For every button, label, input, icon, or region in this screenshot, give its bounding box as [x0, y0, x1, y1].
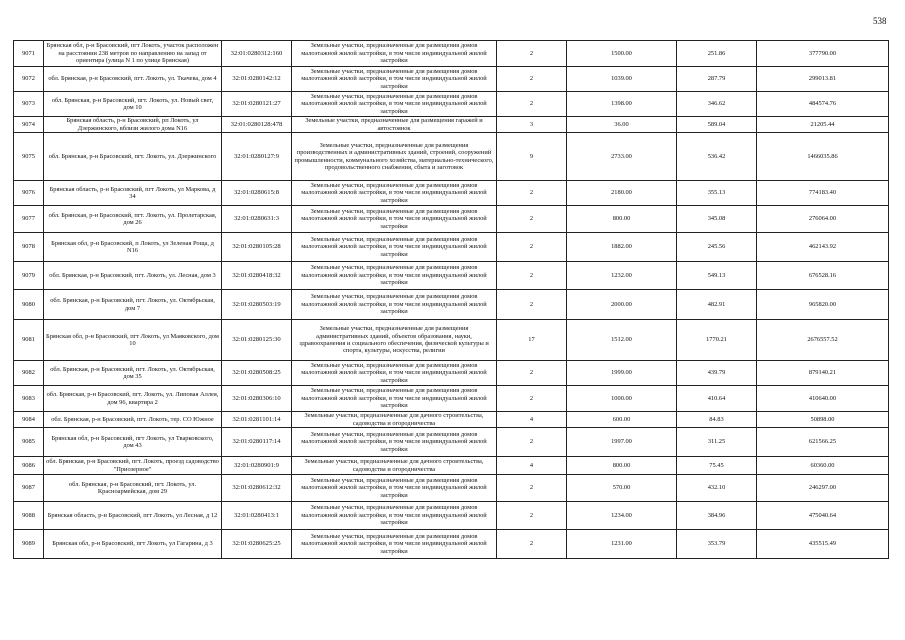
specific-value: 75.45 — [677, 457, 757, 475]
record-number: 9082 — [14, 361, 44, 386]
land-purpose: Земельные участки, предназначенные для размещения домов малоэтажной жилой застройки, в том числе индивидуальной жилой застройки — [292, 262, 497, 290]
specific-value: 245.56 — [677, 233, 757, 262]
area-value: 800.00 — [567, 206, 677, 233]
group-number: 2 — [497, 502, 567, 530]
table-row — [14, 133, 889, 181]
specific-value: 251.86 — [677, 41, 757, 67]
cadastral-value: 676528.16 — [757, 262, 889, 290]
table-row — [14, 502, 889, 530]
specific-value: 355.13 — [677, 181, 757, 206]
area-value: 1512.00 — [567, 320, 677, 361]
area-value: 800.00 — [567, 457, 677, 475]
record-number: 9088 — [14, 502, 44, 530]
specific-value: 353.79 — [677, 530, 757, 559]
record-number: 9073 — [14, 92, 44, 117]
address-cell: Брянская обл, р-н Брасовский, пгт Локоть, ул Тварковского, дом 43 — [44, 428, 222, 457]
land-registry-table — [13, 40, 889, 559]
record-number: 9077 — [14, 206, 44, 233]
cadastral-number: 32:01:0280625:25 — [222, 530, 292, 559]
address-cell: обл. Брянская, р-н Брасовский, пгт. Локоть, ул. Октябрьская, дом 35 — [44, 361, 222, 386]
group-number: 2 — [497, 92, 567, 117]
group-number: 2 — [497, 428, 567, 457]
record-number: 9074 — [14, 117, 44, 133]
land-purpose: Земельные участки, предназначенные для размещения домов малоэтажной жилой застройки, в том числе индивидуальной жилой застройки — [292, 530, 497, 559]
area-value: 1882.00 — [567, 233, 677, 262]
land-purpose: Земельные участки, предназначенные для размещения домов малоэтажной жилой застройки, в том числе индивидуальной жилой застройки — [292, 41, 497, 67]
address-cell: Брянская обл, р-н Брасовский, пгт Локоть, ул Гагарина, д 3 — [44, 530, 222, 559]
cadastral-number: 32:01:0280128:478 — [222, 117, 292, 133]
cadastral-number: 32:01:0280312:160 — [222, 41, 292, 67]
record-number: 9084 — [14, 412, 44, 428]
group-number: 2 — [497, 290, 567, 320]
cadastral-number: 32:01:0280125:30 — [222, 320, 292, 361]
address-cell: обл. Брянская, р-н Брасовский, пгт. Локоть, ул. Красноармейская, дом 29 — [44, 475, 222, 502]
cadastral-value: 621566.25 — [757, 428, 889, 457]
cadastral-number: 32:01:0280503:19 — [222, 290, 292, 320]
table-row — [14, 262, 889, 290]
specific-value: 439.79 — [677, 361, 757, 386]
specific-value: 1770.21 — [677, 320, 757, 361]
cadastral-value: 299013.81 — [757, 67, 889, 92]
record-number: 9089 — [14, 530, 44, 559]
cadastral-value: 1466035.86 — [757, 133, 889, 181]
area-value: 600.00 — [567, 412, 677, 428]
specific-value: 346.62 — [677, 92, 757, 117]
specific-value: 549.13 — [677, 262, 757, 290]
land-purpose: Земельные участки, предназначенные для размещения домов малоэтажной жилой застройки, в том числе индивидуальной жилой застройки — [292, 361, 497, 386]
table-row — [14, 412, 889, 428]
record-number: 9072 — [14, 67, 44, 92]
record-number: 9080 — [14, 290, 44, 320]
group-number: 2 — [497, 262, 567, 290]
land-purpose: Земельные участки, предназначенные для размещения производственных и административных зданий, строений, сооружений промышленности, коммунального хозяйства, материально-технического, продовольственного снабжения, сбыта и заготовок — [292, 133, 497, 181]
specific-value: 482.91 — [677, 290, 757, 320]
land-purpose: Земельные участки, предназначенные для размещения домов малоэтажной жилой застройки, в том числе индивидуальной жилой застройки — [292, 67, 497, 92]
specific-value: 84.83 — [677, 412, 757, 428]
cadastral-number: 32:01:0280306:10 — [222, 386, 292, 412]
land-purpose: Земельные участки, предназначенные для размещения гаражей и автостоянок — [292, 117, 497, 133]
group-number: 2 — [497, 361, 567, 386]
group-number: 2 — [497, 233, 567, 262]
cadastral-number: 32:01:0280105:28 — [222, 233, 292, 262]
address-cell: обл. Брянская, р-н Брасовский, пгт. Локоть, ул. Новый свет, дом 10 — [44, 92, 222, 117]
cadastral-value: 410640.00 — [757, 386, 889, 412]
land-purpose: Земельные участки, предназначенные для дачного строительства, садоводства и огородничества — [292, 457, 497, 475]
table-row — [14, 457, 889, 475]
cadastral-value: 462143.92 — [757, 233, 889, 262]
area-value: 1999.00 — [567, 361, 677, 386]
address-cell: Брянская область, р-н Брасовский, пгт Локоть, ул Маркова, д 34 — [44, 181, 222, 206]
address-cell: обл. Брянская, р-н Брасовский, пгт. Локоть, ул. Пролетарская, дом 26 — [44, 206, 222, 233]
record-number: 9078 — [14, 233, 44, 262]
area-value: 36.00 — [567, 117, 677, 133]
land-purpose: Земельные участки, предназначенные для размещения домов малоэтажной жилой застройки, в том числе индивидуальной жилой застройки — [292, 206, 497, 233]
cadastral-number: 32:01:0280901:9 — [222, 457, 292, 475]
record-number: 9079 — [14, 262, 44, 290]
table-row — [14, 67, 889, 92]
table-row — [14, 206, 889, 233]
cadastral-number: 32:01:0280508:25 — [222, 361, 292, 386]
cadastral-value: 60360.00 — [757, 457, 889, 475]
record-number: 9081 — [14, 320, 44, 361]
area-value: 2000.00 — [567, 290, 677, 320]
record-number: 9083 — [14, 386, 44, 412]
address-cell: Брянская обл, р-н Брасовский, п Локоть, ул Зеленая Роща, д N16 — [44, 233, 222, 262]
record-number: 9087 — [14, 475, 44, 502]
address-cell: обл. Брянская, р-н Брасовский, пгт. Локоть, ул. Липовая Аллея, дом 96, квартира 2 — [44, 386, 222, 412]
cadastral-number: 32:01:0281101:14 — [222, 412, 292, 428]
land-purpose: Земельные участки, предназначенные для размещения домов малоэтажной жилой застройки, в том числе индивидуальной жилой застройки — [292, 181, 497, 206]
land-purpose: Земельные участки, предназначенные для размещения домов малоэтажной жилой застройки, в том числе индивидуальной жилой застройки — [292, 475, 497, 502]
address-cell: обл. Брянская, р-н Брасовский, пгт. Локоть, ул. Октябрьская, дом 7 — [44, 290, 222, 320]
page-number: 538 — [873, 16, 887, 26]
specific-value: 345.08 — [677, 206, 757, 233]
group-number: 4 — [497, 457, 567, 475]
area-value: 1039.00 — [567, 67, 677, 92]
specific-value: 589.04 — [677, 117, 757, 133]
cadastral-value: 377790.00 — [757, 41, 889, 67]
cadastral-number: 32:01:0280117:14 — [222, 428, 292, 457]
table-body — [14, 41, 889, 559]
record-number: 9071 — [14, 41, 44, 67]
table-row — [14, 41, 889, 67]
specific-value: 384.96 — [677, 502, 757, 530]
group-number: 2 — [497, 181, 567, 206]
record-number: 9076 — [14, 181, 44, 206]
area-value: 1000.00 — [567, 386, 677, 412]
table-row — [14, 290, 889, 320]
cadastral-value: 484574.76 — [757, 92, 889, 117]
cadastral-value: 879140.21 — [757, 361, 889, 386]
area-value: 1232.00 — [567, 262, 677, 290]
cadastral-number: 32:01:0280418:32 — [222, 262, 292, 290]
cadastral-number: 32:01:0280615:8 — [222, 181, 292, 206]
table-row — [14, 117, 889, 133]
address-cell: Брянская область, р-н Брасовский, пгт Локоть, ул Лесная, д 12 — [44, 502, 222, 530]
address-cell: обл. Брянская, р-н Брасовский, пгт. Локоть, ул. Лесная, дом 3 — [44, 262, 222, 290]
group-number: 2 — [497, 67, 567, 92]
cadastral-value: 246297.00 — [757, 475, 889, 502]
address-cell: Брянская обл, р-н Брасовский, пгт Локоть, участок расположен на расстоянии 238 метров по направлению на запад от ориентира (улица N 1 по улице Брянская) — [44, 41, 222, 67]
table-row — [14, 320, 889, 361]
area-value: 570.00 — [567, 475, 677, 502]
address-cell: обл. Брянская, р-н Брасовский, пгт. Локоть, проезд садоводство "Приозерное" — [44, 457, 222, 475]
cadastral-value: 2676557.52 — [757, 320, 889, 361]
address-cell: обл. Брянская, р-н Брасовский, пгт. Локоть, ул. Ткачева, дом 4 — [44, 67, 222, 92]
cadastral-number: 32:01:0280142:12 — [222, 67, 292, 92]
table-row — [14, 92, 889, 117]
area-value: 1231.00 — [567, 530, 677, 559]
land-purpose: Земельные участки, предназначенные для размещения домов малоэтажной жилой застройки, в том числе индивидуальной жилой застройки — [292, 290, 497, 320]
group-number: 4 — [497, 412, 567, 428]
group-number: 2 — [497, 530, 567, 559]
land-purpose: Земельные участки, предназначенные для размещения домов малоэтажной жилой застройки, в том числе индивидуальной жилой застройки — [292, 92, 497, 117]
cadastral-number: 32:01:0280612:32 — [222, 475, 292, 502]
cadastral-number: 32:01:0280413:1 — [222, 502, 292, 530]
group-number: 2 — [497, 41, 567, 67]
table-row — [14, 361, 889, 386]
specific-value: 410.64 — [677, 386, 757, 412]
record-number: 9075 — [14, 133, 44, 181]
table-row — [14, 428, 889, 457]
cadastral-value: 774183.40 — [757, 181, 889, 206]
address-cell: Брянская область, р-н Брасовский, рп Локоть, ул Дзержинского, вблизи жилого дома N16 — [44, 117, 222, 133]
group-number: 2 — [497, 386, 567, 412]
cadastral-number: 32:01:0280121:27 — [222, 92, 292, 117]
cadastral-value: 276064.00 — [757, 206, 889, 233]
area-value: 1234.00 — [567, 502, 677, 530]
table-row — [14, 475, 889, 502]
specific-value: 432.10 — [677, 475, 757, 502]
record-number: 9085 — [14, 428, 44, 457]
area-value: 1500.00 — [567, 41, 677, 67]
specific-value: 287.79 — [677, 67, 757, 92]
group-number: 9 — [497, 133, 567, 181]
group-number: 17 — [497, 320, 567, 361]
cadastral-value: 435515.49 — [757, 530, 889, 559]
land-purpose: Земельные участки, предназначенные для дачного строительства, садоводства и огородничества — [292, 412, 497, 428]
area-value: 2180.00 — [567, 181, 677, 206]
area-value: 1398.00 — [567, 92, 677, 117]
address-cell: обл. Брянская, р-н Брасовский, пгт. Локоть, ул. Дзержинского — [44, 133, 222, 181]
cadastral-value: 50898.00 — [757, 412, 889, 428]
specific-value: 536.42 — [677, 133, 757, 181]
address-cell: Брянская обл, р-н Брасовский, пгт Локоть, ул Маяковского, дом 10 — [44, 320, 222, 361]
table-row — [14, 181, 889, 206]
record-number: 9086 — [14, 457, 44, 475]
land-purpose: Земельные участки, предназначенные для размещения домов малоэтажной жилой застройки, в том числе индивидуальной жилой застройки — [292, 233, 497, 262]
specific-value: 311.25 — [677, 428, 757, 457]
group-number: 3 — [497, 117, 567, 133]
table-row — [14, 530, 889, 559]
table-row — [14, 386, 889, 412]
land-purpose: Земельные участки, предназначенные для размещения домов малоэтажной жилой застройки, в том числе индивидуальной жилой застройки — [292, 502, 497, 530]
group-number: 2 — [497, 206, 567, 233]
group-number: 2 — [497, 475, 567, 502]
cadastral-number: 32:01:0280631:3 — [222, 206, 292, 233]
cadastral-value: 21205.44 — [757, 117, 889, 133]
area-value: 1997.00 — [567, 428, 677, 457]
address-cell: обл. Брянская, р-н Брасовский, пгт. Локоть, тер. СО Южное — [44, 412, 222, 428]
land-purpose: Земельные участки, предназначенные для размещения административных зданий, объектов образования, науки, здравоохранения и социального обеспечения, физической культуры и спорта, культуры, искусства, религии — [292, 320, 497, 361]
land-purpose: Земельные участки, предназначенные для размещения домов малоэтажной жилой застройки, в том числе индивидуальной жилой застройки — [292, 386, 497, 412]
cadastral-number: 32:01:0280127:9 — [222, 133, 292, 181]
table-row — [14, 233, 889, 262]
cadastral-value: 965820.00 — [757, 290, 889, 320]
land-purpose: Земельные участки, предназначенные для размещения домов малоэтажной жилой застройки, в том числе индивидуальной жилой застройки — [292, 428, 497, 457]
cadastral-value: 475040.64 — [757, 502, 889, 530]
area-value: 2733.00 — [567, 133, 677, 181]
